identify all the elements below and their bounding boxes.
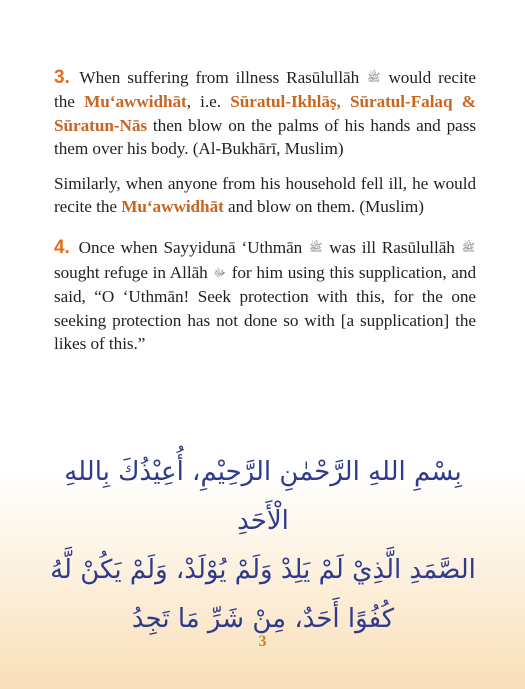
text-span: was ill Rasūlullāh bbox=[323, 238, 461, 258]
text-span: Once when Sayyidunā ‘Uthmān bbox=[72, 238, 309, 258]
text-span: , i.e. bbox=[186, 92, 231, 112]
text-span: sought refuge in Allāh bbox=[54, 262, 213, 282]
text-span: would recite the bbox=[54, 68, 476, 112]
text-span: When suffering from illness Rasūlullāh bbox=[72, 68, 367, 87]
arabic-supplication bbox=[40, 448, 486, 644]
honorific-symbol: ﷺ bbox=[309, 242, 323, 255]
paragraph-4 bbox=[54, 236, 476, 355]
text-span: Similarly, when anyone from his household fell ill, he would recite the bbox=[54, 173, 476, 217]
paragraph-similarly bbox=[54, 172, 476, 219]
arabic-line: بِسْمِ اللهِ الرَّحْمٰنِ الرَّحِيْمِ، أُعِيْذُكَ بِاللهِ الْأَحَدِ bbox=[64, 457, 462, 536]
page-number: 3 bbox=[258, 633, 267, 650]
highlight-term: Mu‘awwidhāt bbox=[121, 197, 224, 217]
paragraph-3 bbox=[54, 66, 476, 161]
highlight-term: Mu‘awwidhāt bbox=[84, 92, 187, 112]
item-number: 4. bbox=[54, 237, 70, 259]
honorific-symbol: ﷻ bbox=[213, 266, 226, 279]
honorific-symbol: ﷺ bbox=[367, 72, 381, 84]
item-number: 3. bbox=[54, 67, 70, 88]
main-text bbox=[54, 66, 476, 355]
arabic-line: الصَّمَدِ الَّذِيْ لَمْ يَلِدْ وَلَمْ يُوْلَدْ، وَلَمْ يَكُنْ لَّهُ bbox=[50, 555, 476, 585]
text-span: and blow on them. (Muslim) bbox=[223, 197, 424, 217]
text-span: for him using this supplication, and said, “O ‘Uthmān! Seek protection with this, for the one seeking protection has not done so with [a supplication] the likes of this.” bbox=[54, 262, 476, 354]
honorific-symbol: ﷺ bbox=[461, 242, 475, 255]
highlight-term: Sūratul-Ikhlāṣ, Sūratul-Falaq & Sūratun-Nās bbox=[54, 92, 476, 135]
arabic-line: كُفُوًا أَحَدٌ، مِنْ شَرِّ مَا تَجِدُ bbox=[131, 604, 395, 634]
text-span: then blow on the palms of his hands and pass them over his body. (Al-Bukhārī, Muslim) bbox=[54, 115, 476, 159]
